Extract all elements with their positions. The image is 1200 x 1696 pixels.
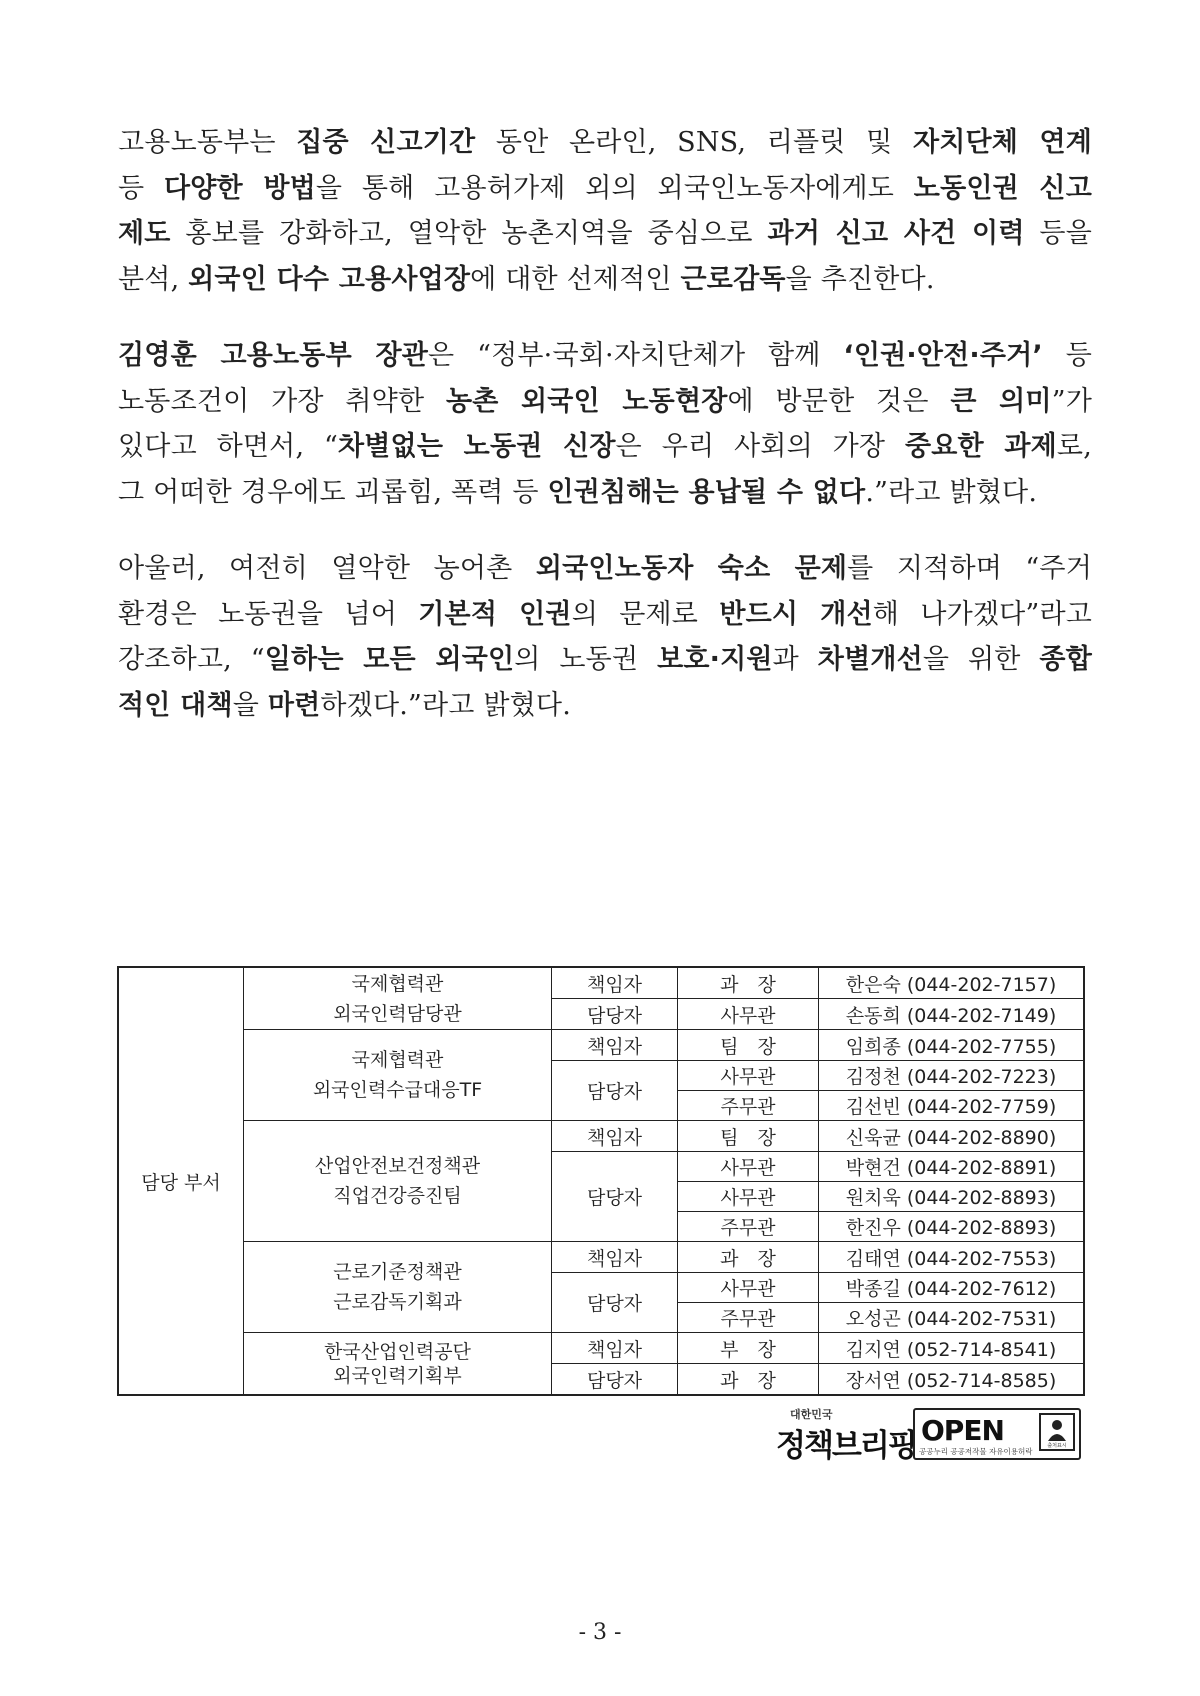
contact-row bbox=[118, 1030, 1084, 1061]
text-segment: 그 어떠한 경우에도 괴롭힘, 폭력 등 bbox=[118, 476, 548, 508]
name-phone-cell: 박현건 (044-202-8891) bbox=[819, 1152, 1085, 1182]
text-segment: 을 위한 bbox=[922, 644, 1040, 675]
attribution-badge-text: 출처표시 bbox=[1047, 1443, 1067, 1449]
role-cell: 책임자 bbox=[552, 1030, 678, 1061]
name-phone-cell: 손동희 (044-202-7149) bbox=[819, 999, 1085, 1030]
bold-text: ‘인권·안전·주거’ bbox=[843, 340, 1043, 371]
role-cell: 책임자 bbox=[552, 1242, 678, 1273]
name-phone-cell: 박종길 (044-202-7612) bbox=[819, 1273, 1085, 1303]
position-cell: 주무관 bbox=[678, 1303, 819, 1333]
text-segment: 을 bbox=[232, 689, 268, 721]
text-line bbox=[118, 546, 1092, 592]
paragraph-1 bbox=[118, 120, 1092, 302]
organization-line: 산업안전보건정책관 bbox=[314, 1155, 481, 1177]
text-segment: 에 대한 선제적인 bbox=[470, 263, 681, 295]
text-segment: 해 나가겠다”라고 bbox=[872, 598, 1093, 630]
position-cell: 사무관 bbox=[678, 1061, 819, 1091]
role-cell: 책임자 bbox=[552, 1121, 678, 1152]
bold-text: 보호·지원 bbox=[657, 644, 773, 675]
text-segment: 동안 온라인, SNS, 리플릿 및 bbox=[475, 127, 913, 158]
position-cell: 사무관 bbox=[678, 1273, 819, 1303]
kogl-open-word: OPEN bbox=[921, 1414, 1004, 1447]
name-phone-cell: 김선빈 (044-202-7759) bbox=[819, 1091, 1085, 1121]
contact-row bbox=[118, 967, 1084, 999]
organization-line: 근로기준정책관 bbox=[333, 1261, 462, 1283]
text-segment: 로, bbox=[1056, 431, 1092, 462]
text-line bbox=[118, 424, 1092, 470]
role-cell: 담당자 bbox=[552, 999, 678, 1030]
role-cell: 담당자 bbox=[552, 1273, 678, 1333]
text-segment: 등을 bbox=[1024, 218, 1092, 249]
name-phone-cell: 원치욱 (044-202-8893) bbox=[819, 1182, 1085, 1212]
text-segment: 노동조건이 가장 취약한 bbox=[118, 385, 446, 417]
role-cell: 책임자 bbox=[552, 967, 678, 999]
bold-text: 차별없는 노동권 신장 bbox=[337, 431, 616, 462]
role-cell: 담당자 bbox=[552, 1152, 678, 1242]
name-phone-cell: 김정천 (044-202-7223) bbox=[819, 1061, 1085, 1091]
position-cell: 사무관 bbox=[678, 1152, 819, 1182]
bold-text: 자치단체 연계 bbox=[912, 127, 1093, 158]
text-line bbox=[118, 470, 1092, 516]
text-segment: ”가 bbox=[1051, 385, 1092, 417]
text-segment: 은 “정부·국회·자치단체가 함께 bbox=[428, 340, 844, 371]
organization-cell bbox=[244, 1030, 552, 1121]
bold-text: 적인 대책 bbox=[118, 689, 233, 721]
bold-text: 반드시 개선 bbox=[719, 598, 873, 630]
contact-row bbox=[118, 1121, 1084, 1152]
organization-cell bbox=[244, 1333, 552, 1396]
organization-line: 외국인력기획부 bbox=[333, 1364, 462, 1387]
position-cell: 주무관 bbox=[678, 1091, 819, 1121]
bold-text: 농촌 외국인 노동현장 bbox=[445, 385, 728, 417]
organization-line: 국제협력관 bbox=[351, 972, 444, 995]
organization-line: 외국인력수급대응TF bbox=[312, 1079, 483, 1101]
name-phone-cell: 신욱균 (044-202-8890) bbox=[819, 1121, 1085, 1152]
contact-row bbox=[118, 1333, 1084, 1364]
bold-text: 큰 의미 bbox=[950, 385, 1052, 417]
contact-table bbox=[117, 966, 1085, 1396]
bold-text: 기본적 인권 bbox=[418, 598, 572, 630]
organization-line: 근로감독기획과 bbox=[333, 1291, 462, 1313]
text-segment: 은 우리 사회의 가장 bbox=[615, 431, 905, 462]
position-cell: 과 장 bbox=[678, 967, 819, 999]
position-cell: 과 장 bbox=[678, 1364, 819, 1396]
bold-text: 제도 bbox=[118, 218, 171, 249]
role-cell: 담당자 bbox=[552, 1364, 678, 1396]
attribution-icon bbox=[1039, 1413, 1075, 1451]
name-phone-cell: 장서연 (052-714-8585) bbox=[819, 1364, 1085, 1396]
role-cell: 책임자 bbox=[552, 1333, 678, 1364]
organization-line: 직업건강증진팀 bbox=[333, 1185, 462, 1207]
text-segment: 환경은 노동권을 넘어 bbox=[118, 598, 419, 630]
text-segment: 분석, bbox=[118, 263, 189, 295]
text-line bbox=[118, 211, 1092, 257]
paragraph-3 bbox=[118, 546, 1092, 728]
bold-text: 노동인권 신고 bbox=[913, 172, 1092, 204]
bold-text: 인권침해는 용납될 수 없다 bbox=[547, 476, 866, 508]
bold-text: 중요한 과제 bbox=[904, 431, 1057, 462]
bold-text: 집중 신고기간 bbox=[296, 127, 476, 158]
text-segment: 을 통해 고용허가제 외의 외국인노동자에게도 bbox=[315, 172, 914, 204]
bold-text: 외국인노동자 숙소 문제 bbox=[535, 553, 848, 584]
organization-cell bbox=[244, 1242, 552, 1333]
text-segment: 의 노동권 bbox=[514, 644, 658, 675]
organization-cell bbox=[244, 1121, 552, 1242]
text-line bbox=[118, 166, 1092, 212]
position-cell: 사무관 bbox=[678, 999, 819, 1030]
text-segment: 강조하고, “ bbox=[118, 644, 265, 675]
organization-line: 외국인력담당관 bbox=[333, 1002, 462, 1025]
position-cell: 주무관 bbox=[678, 1212, 819, 1242]
text-line bbox=[118, 683, 1092, 729]
policy-briefing-logo-small: 대한민국 bbox=[790, 1408, 833, 1421]
organization-cell bbox=[244, 967, 552, 1030]
name-phone-cell: 한진우 (044-202-8893) bbox=[819, 1212, 1085, 1242]
text-segment: 하겠다.”라고 밝혔다. bbox=[320, 689, 571, 721]
bold-text: 차별개선 bbox=[817, 644, 923, 675]
text-segment: 있다고 하면서, “ bbox=[118, 431, 338, 462]
text-line bbox=[118, 637, 1092, 683]
contact-row bbox=[118, 1242, 1084, 1273]
organization-line: 한국산업인력공단 bbox=[324, 1340, 471, 1363]
text-segment: 을 추진한다. bbox=[785, 263, 935, 295]
text-line bbox=[118, 379, 1092, 425]
text-segment: 홍보를 강화하고, 열악한 농촌지역을 중심으로 bbox=[170, 218, 768, 249]
text-segment: 아울러, 여전히 열악한 농어촌 bbox=[118, 553, 536, 584]
text-segment: .”라고 밝혔다. bbox=[865, 476, 1038, 508]
text-line bbox=[118, 257, 1092, 303]
kogl-open-logo bbox=[913, 1408, 1081, 1460]
text-segment: 의 문제로 bbox=[571, 598, 720, 630]
position-cell: 팀 장 bbox=[678, 1121, 819, 1152]
text-segment: 과 bbox=[772, 644, 818, 675]
name-phone-cell: 김지연 (052-714-8541) bbox=[819, 1333, 1085, 1364]
footer-logos bbox=[776, 1406, 1086, 1464]
name-phone-cell: 김태연 (044-202-7553) bbox=[819, 1242, 1085, 1273]
department-label: 담당 부서 bbox=[118, 967, 244, 1395]
role-cell: 담당자 bbox=[552, 1061, 678, 1121]
position-cell: 과 장 bbox=[678, 1242, 819, 1273]
position-cell: 팀 장 bbox=[678, 1030, 819, 1061]
position-cell: 사무관 bbox=[678, 1182, 819, 1212]
position-cell: 부 장 bbox=[678, 1333, 819, 1364]
name-phone-cell: 오성곤 (044-202-7531) bbox=[819, 1303, 1085, 1333]
text-segment: 등 bbox=[1042, 340, 1092, 371]
text-segment: 등 bbox=[118, 172, 164, 204]
bold-text: 일하는 모든 외국인 bbox=[264, 644, 515, 675]
text-segment: 를 지적하며 “주거 bbox=[847, 553, 1092, 584]
paragraph-2 bbox=[118, 333, 1092, 515]
kogl-open-sub: 공공누리 공공저작물 자유이용허락 bbox=[919, 1447, 1033, 1456]
text-line bbox=[118, 120, 1092, 166]
bold-text: 김영훈 고용노동부 장관 bbox=[118, 340, 429, 371]
name-phone-cell: 한은숙 (044-202-7157) bbox=[819, 967, 1085, 999]
bold-text: 외국인 다수 고용사업장 bbox=[188, 263, 471, 295]
bold-text: 과거 신고 사건 이력 bbox=[767, 218, 1025, 249]
text-segment: 고용노동부는 bbox=[118, 127, 297, 158]
policy-briefing-logo bbox=[776, 1406, 916, 1464]
policy-briefing-logo-main: 정책브리핑 bbox=[776, 1428, 916, 1464]
bold-text: 종합 bbox=[1039, 644, 1092, 675]
name-phone-cell: 임희종 (044-202-7755) bbox=[819, 1030, 1085, 1061]
bold-text: 다양한 방법 bbox=[163, 172, 316, 204]
bold-text: 근로감독 bbox=[680, 263, 786, 295]
bold-text: 마련 bbox=[267, 689, 321, 721]
text-segment: 에 방문한 것은 bbox=[727, 385, 951, 417]
organization-line: 국제협력관 bbox=[351, 1049, 444, 1071]
text-line bbox=[118, 592, 1092, 638]
page-number: - 3 - bbox=[578, 1620, 622, 1645]
text-line bbox=[118, 333, 1092, 379]
